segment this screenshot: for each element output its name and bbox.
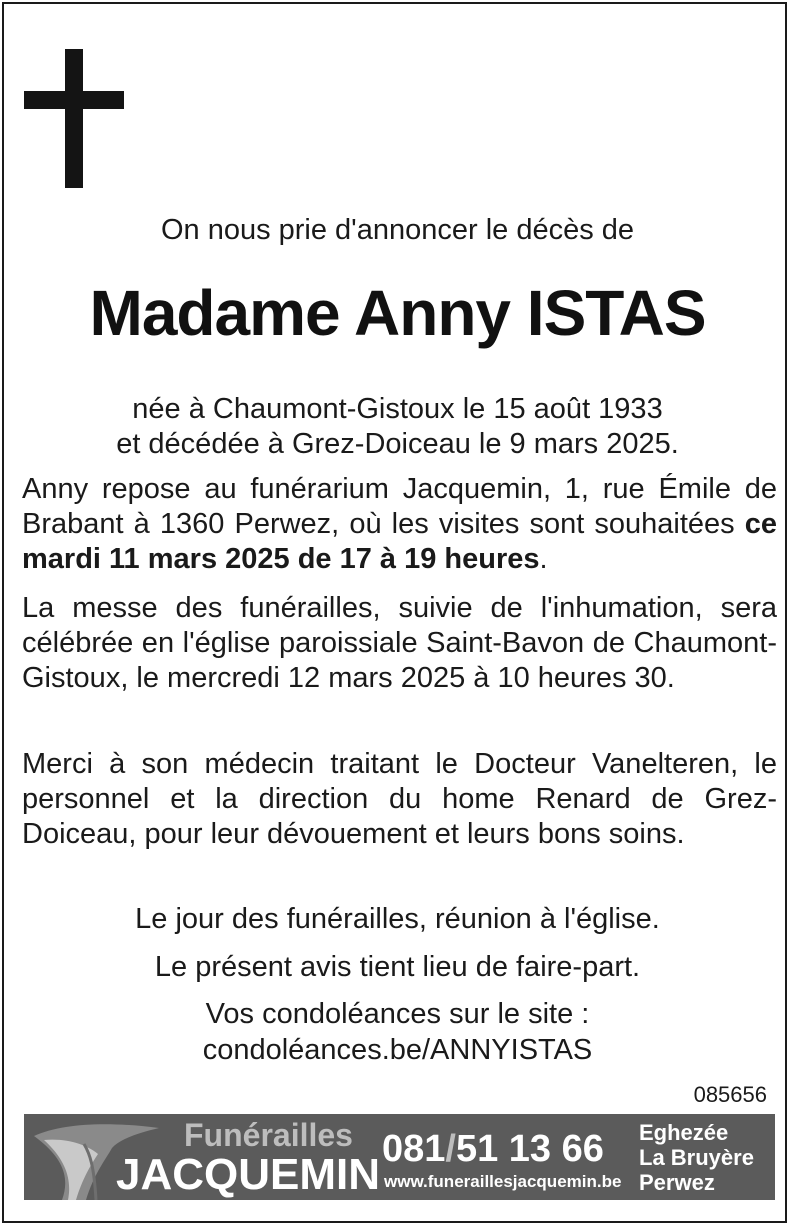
- visit-time: ce mardi 11 mars 2025 de 17 à 19 heures: [22, 508, 777, 575]
- brand-top-text: Funérailles: [184, 1117, 353, 1153]
- phone-slash: /: [445, 1128, 456, 1170]
- city-item: Eghezée: [639, 1120, 729, 1145]
- phone-prefix: 081: [382, 1128, 446, 1170]
- meeting-text: Le jour des funérailles, réunion à l'église.: [135, 903, 660, 935]
- deceased-name: Madame Anny ISTAS: [89, 277, 706, 349]
- death-line: et décédée à Grez-Doiceau le 9 mars 2025.: [116, 428, 679, 460]
- website-link[interactable]: www.funeraillesjacquemin.be: [384, 1172, 622, 1191]
- intro-text: On nous prie d'annoncer le décès de: [160, 214, 635, 246]
- visit-text: Anny repose au funérarium Jacquemin, 1, rue Émile de Brabant à 1360 Perwez, où les visites sont souhaitées: [22, 473, 777, 540]
- city-item: La Bruyère: [639, 1145, 754, 1170]
- condolences-label: Vos condoléances sur le site :: [205, 998, 590, 1030]
- city-item: Perwez: [639, 1170, 715, 1195]
- thanks-paragraph: Merci à son médecin traitant le Docteur Vanelteren, le personnel et la direction du home Renard de Grez-Doiceau, pour leur dévouement et leurs bons soins.: [22, 748, 777, 850]
- visit-end: .: [539, 543, 548, 575]
- birth-death-info: [4, 392, 791, 462]
- notice-text: Le présent avis tient lieu de faire-part.: [154, 951, 641, 983]
- phone-suffix: 51 13 66: [455, 1128, 604, 1170]
- condolences-link[interactable]: condoléances.be/ANNYISTAS: [202, 1034, 593, 1066]
- cross-icon: [65, 49, 83, 188]
- funeral-home-banner: [24, 1114, 775, 1200]
- city-list: [639, 1120, 754, 1195]
- brand-name: JACQUEMIN: [116, 1150, 381, 1199]
- visit-paragraph: [22, 472, 777, 577]
- mass-paragraph: La messe des funérailles, suivie de l'inhumation, sera célébrée en l'église paroissiale Saint-Bavon de Chaumont-Gistoux, le mercredi 12 mars 2025 à 10 heures 30.: [22, 592, 777, 694]
- reference-number: 085656: [693, 1082, 767, 1107]
- obituary-frame: [2, 2, 787, 1223]
- cross-icon-bar: [24, 91, 124, 109]
- phone-number[interactable]: [382, 1128, 604, 1171]
- birth-line: née à Chaumont-Gistoux le 15 août 1933: [132, 393, 663, 425]
